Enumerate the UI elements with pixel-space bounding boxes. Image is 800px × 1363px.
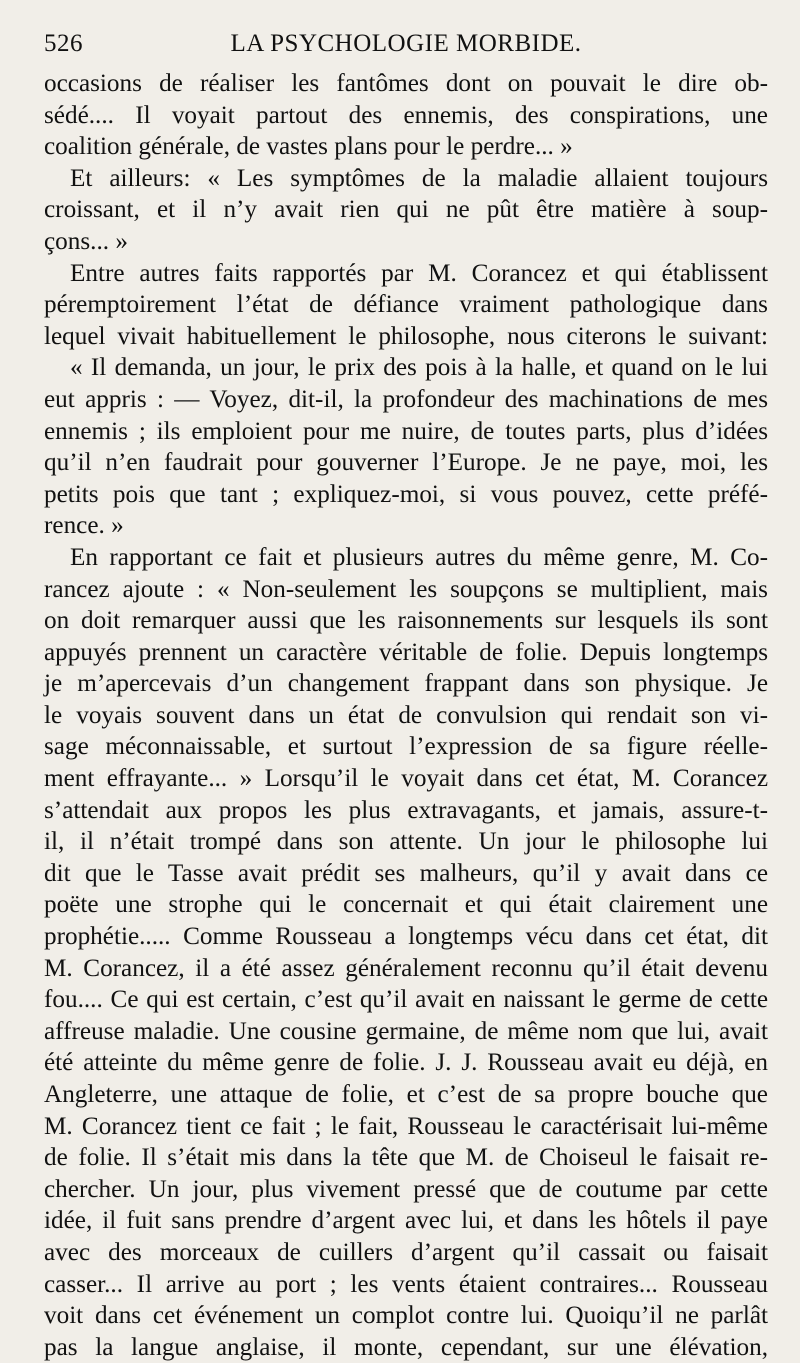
text-line: voit dans cet événement un complot contre lui. Quoiqu’il ne parlât [44,1302,768,1330]
text-line: avec des morceaux de cuillers d’argent qu’il cassait ou faisait [44,1238,768,1266]
page-header [44,30,768,68]
text-line: çons... » [44,227,128,255]
text-line: qu’il n’en faudrait pour gouverner l’Europe. Je ne paye, moi, les [44,449,768,477]
text-line: s’attendait aux propos les plus extravagants, et jamais, assure-t- [44,796,768,824]
text-line: sage méconnaissable, et surtout l’expression de sa figure réelle- [44,733,768,761]
text-line: de folie. Il s’était mis dans la tête que M. de Choiseul le faisait re- [44,1144,768,1172]
text-line: M. Corancez, il a été assez généralement reconnu qu’il était devenu [44,954,768,982]
text-line: je m’apercevais d’un changement frappant dans son physique. Je [44,670,768,698]
text-line: idée, il fuit sans prendre d’argent avec lui, et dans les hôtels il paye [44,1207,768,1235]
text-line: coalition générale, de vastes plans pour le perdre... » [44,133,573,161]
text-line: on doit remarquer aussi que les raisonnements sur lesquels ils sont [44,607,768,635]
text-line: croissant, et il n’y avait rien qui ne pût être matière à soup- [44,196,768,224]
text-line: ennemis ; ils emploient pour me nuire, de toutes parts, plus d’idées [44,417,768,445]
text-line: rancez ajoute : « Non-seulement les soupçons se multiplient, mais [44,575,768,603]
text-line: poëte une strophe qui le concernait et qui était clairement une [44,891,768,919]
text-line: sédé.... Il voyait partout des ennemis, des conspirations, une [44,101,768,129]
text-line: il, il n’était trompé dans son attente. Un jour le philosophe lui [44,828,768,856]
text-line: affreuse maladie. Une cousine germaine, de même nom que lui, avait [44,1017,768,1045]
text-line: fou.... Ce qui est certain, c’est qu’il avait en naissant le germe de cette [44,986,768,1014]
text-line: ment effrayante... » Lorsqu’il le voyait dans cet état, M. Corancez [44,765,768,793]
text-line: petits pois que tant ; expliquez-moi, si vous pouvez, cette préfé- [44,480,768,508]
text-line: M. Corancez tient ce fait ; le fait, Rousseau le caractérisait lui-même [44,1112,768,1140]
body-text [44,68,768,1363]
text-line: « Il demanda, un jour, le prix des pois à la halle, et quand on le lui [70,354,768,382]
text-line: péremptoirement l’état de défiance vraiment pathologique dans [44,291,768,319]
text-line: lequel vivait habituellement le philosophe, nous citerons le suivant: [44,322,768,350]
text-line: Angleterre, une attaque de folie, et c’est de sa propre bouche que [44,1081,768,1108]
text-line: le voyais souvent dans un état de convulsion qui rendait son vi- [44,701,768,729]
text-line: prophétie..... Comme Rousseau a longtemps vécu dans cet état, dit [44,923,768,951]
text-line: appuyés prennent un caractère véritable de folie. Depuis longtemps [44,638,768,666]
running-title: LA PSYCHOLOGIE MORBIDE. [230,30,582,57]
text-line: rence. » [44,512,124,540]
text-line: dit que le Tasse avait prédit ses malheurs, qu’il y avait dans ce [44,859,768,887]
text-line: Entre autres faits rapportés par M. Corancez et qui établissent [70,259,768,287]
text-line: occasions de réaliser les fantômes dont on pouvait le dire ob- [44,70,768,97]
text-line: En rapportant ce fait et plusieurs autres du même genre, M. Co- [70,543,768,571]
text-line: chercher. Un jour, plus vivement pressé que de coutume par cette [44,1175,768,1203]
text-line: été atteinte du même genre de folie. J. J. Rousseau avait eu déjà, en [44,1049,768,1077]
text-line: Et ailleurs: « Les symptômes de la maladie allaient toujours [70,164,768,192]
text-line: eut appris : — Voyez, dit-il, la profondeur des machinations de mes [44,385,768,413]
text-line: casser... Il arrive au port ; les vents étaient contraires... Rousseau [44,1270,768,1298]
text-line: pas la langue anglaise, il monte, cependant, sur une élévation, [44,1333,768,1361]
page-number: 526 [44,30,83,57]
